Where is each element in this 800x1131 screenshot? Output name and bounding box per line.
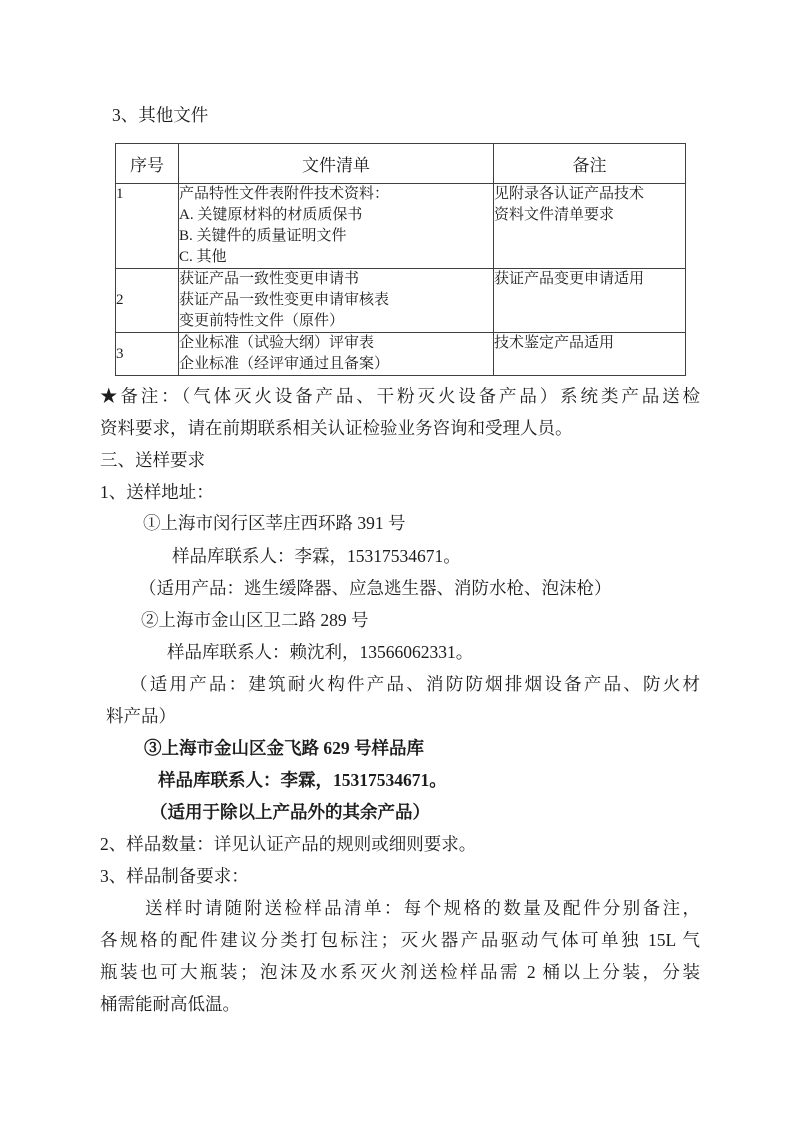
section-heading-sample-delivery: 三、送样要求 xyxy=(100,450,205,470)
file-line: 产品特性文件表附件技术资料： xyxy=(179,186,390,202)
heading-other-documents: 3、其他文件 xyxy=(112,105,209,125)
remark-cell xyxy=(494,333,686,376)
file-line: 企业标准（经评审通过且备案） xyxy=(179,356,390,372)
address-2-line: ②上海市金山区卫二路 289 号 xyxy=(141,610,369,630)
file-line: 变更前特性文件（原件） xyxy=(179,313,345,329)
remark-line: 获证产品变更申请适用 xyxy=(494,271,645,287)
sample-preparation-line-1: 送样时请随附送检样品清单：每个规格的数量及配件分别备注， xyxy=(145,898,700,918)
remark-line: 见附录各认证产品技术 xyxy=(494,186,645,202)
table-row xyxy=(116,333,686,376)
remark-line: 技术鉴定产品适用 xyxy=(494,335,615,351)
address-2-applicable-products-line-2: 料产品） xyxy=(106,706,176,726)
star-note-line-1: ★备注：（气体灭火设备产品、干粉灭火设备产品）系统类产品送检 xyxy=(100,386,700,406)
row-number: 2 xyxy=(116,269,179,333)
sample-preparation-line-2: 各规格的配件建议分类打包标注；灭火器产品驱动气体可单独 15L 气 xyxy=(100,930,700,950)
address-3-applicable-products: （适用于除以上产品外的其余产品） xyxy=(150,802,430,822)
file-line: A. 关键原材料的材质质保书 xyxy=(179,207,363,223)
table-header-no: 序号 xyxy=(116,144,179,184)
sample-preparation-line-3: 瓶装也可大瓶装；泡沫及水系灭火剂送检样品需 2 桶以上分装，分装 xyxy=(100,962,700,982)
address-2-applicable-products-line-1: （适用产品：建筑耐火构件产品、消防防烟排烟设备产品、防火材 xyxy=(130,674,700,694)
item-sample-preparation-label: 3、样品制备要求： xyxy=(100,866,249,886)
row-number: 3 xyxy=(116,333,179,376)
file-line: 获证产品一致性变更申请审核表 xyxy=(179,292,390,308)
file-line: C. 其他 xyxy=(179,249,227,265)
sample-preparation-line-4: 桶需能耐高低温。 xyxy=(100,994,240,1014)
remark-line: 资料文件清单要求 xyxy=(494,207,615,223)
address-1-contact: 样品库联系人：李霖，15317534671。 xyxy=(172,546,461,566)
file-line: B. 关键件的质量证明文件 xyxy=(179,228,347,244)
table-header-remark: 备注 xyxy=(494,144,686,184)
file-list-cell xyxy=(179,333,494,376)
table-header-files: 文件清单 xyxy=(179,144,494,184)
remark-cell xyxy=(494,269,686,333)
table-row xyxy=(116,184,686,269)
star-note-line-2: 资料要求，请在前期联系相关认证检验业务咨询和受理人员。 xyxy=(100,418,573,438)
table-header-row xyxy=(116,144,686,184)
address-3-line: ③上海市金山区金飞路 629 号样品库 xyxy=(144,738,424,758)
file-line: 企业标准（试验大纲）评审表 xyxy=(179,335,375,351)
address-1-line: ①上海市闵行区莘庄西环路 391 号 xyxy=(143,513,406,533)
file-line: 获证产品一致性变更申请书 xyxy=(179,271,360,287)
address-3-contact: 样品库联系人：李霖，15317534671。 xyxy=(158,770,447,790)
file-list-cell xyxy=(179,269,494,333)
item-delivery-address-label: 1、送样地址： xyxy=(100,482,214,502)
file-list-cell xyxy=(179,184,494,269)
item-sample-quantity: 2、样品数量：详见认证产品的规则或细则要求。 xyxy=(100,834,477,854)
table-row xyxy=(116,269,686,333)
remark-cell xyxy=(494,184,686,269)
address-1-applicable-products: （适用产品：逃生缓降器、应急逃生器、消防水枪、泡沫枪） xyxy=(139,578,612,598)
row-number: 1 xyxy=(116,184,179,269)
address-2-contact: 样品库联系人：赖沈利，13566062331。 xyxy=(167,642,474,662)
documents-table xyxy=(115,143,686,376)
